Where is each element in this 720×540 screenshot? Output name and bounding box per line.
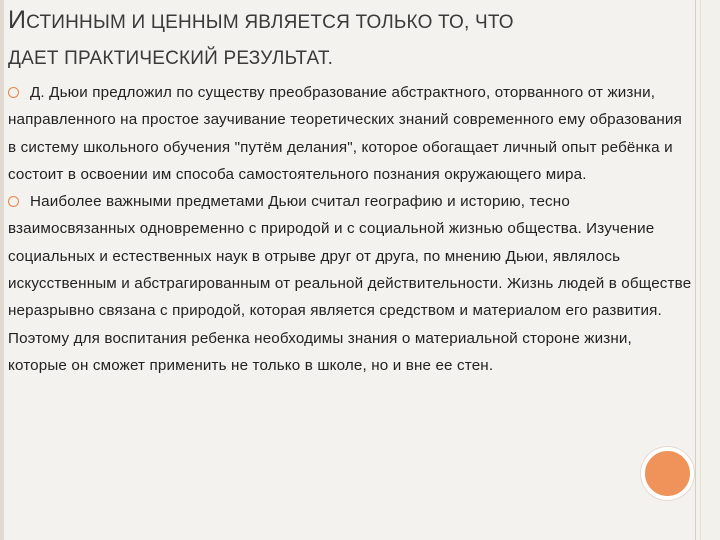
right-border-line: [695, 0, 696, 540]
circle-bullet-icon: [8, 87, 19, 98]
title-line2: ДАЕТ ПРАКТИЧЕСКИЙ РЕЗУЛЬТАТ.: [8, 48, 334, 69]
left-border: [0, 0, 4, 540]
bullet-text-2: Наиболее важными предметами Дьюи считал географию и историю, тесно взаимосвязанных одновременно с природой и с социальной жизнью общества. Изучение социальных и естественных наук в отрыве друг от друга, по мнению Дьюи, являлось искусственным и абстрагированным от реальной действительности. Жизнь людей в обществе неразрывно связана с природой, которая является средством и материалом его развития. Поэтому для воспитания ребенка необходимы знания о материальной стороне жизни, которые он сможет применить не только в школе, но и вне ее стен.: [8, 193, 692, 374]
circle-bullet-icon: [8, 196, 19, 207]
slide-title: [8, 2, 688, 77]
orange-circle-decoration: [641, 447, 694, 500]
right-border-line-outer: [700, 0, 701, 540]
bullet-paragraph-2: [8, 188, 692, 379]
bullet-text-1: Д. Дьюи предложил по существу преобразование абстрактного, оторванного от жизни, направленного на простое заучивание теоретических знаний современного ему образования в систему школьного обучения "путём делания", которое обогащает личный опыт ребёнка и состоит в освоении им способа самостоятельного познания окружающего мира.: [8, 84, 682, 183]
slide-body: [8, 79, 692, 379]
bullet-paragraph-1: [8, 79, 692, 188]
title-initial: И: [8, 6, 27, 34]
title-line1: СТИННЫМ И ЦЕННЫМ ЯВЛЯЕТСЯ ТОЛЬКО ТО, ЧТО: [26, 12, 514, 33]
